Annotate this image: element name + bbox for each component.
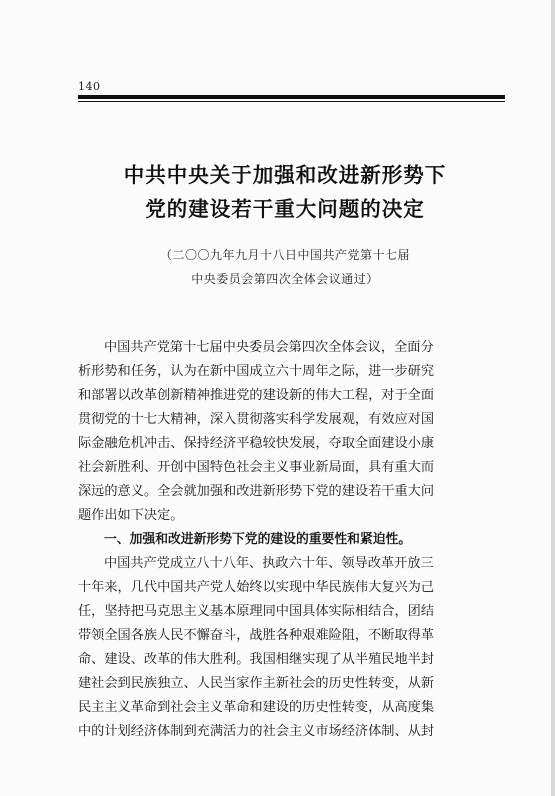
intro-line: 贯彻党的十七大精神，深入贯彻落实科学发展观，有效应对国	[78, 412, 435, 427]
subtitle-line-2: 中央委员会第四次全体会议通过）	[191, 272, 379, 286]
section-heading: 一、加强和改进新形势下党的建设的重要性和紧迫性。	[104, 532, 412, 547]
intro-line: 和部署以改革创新精神推进党的建设新的伟大工程，对于全面	[78, 388, 435, 403]
section-line: 任，坚持把马克思主义基本原理同中国具体实际相结合，团结	[78, 604, 435, 619]
subtitle-line-1: （二〇〇九年九月十八日中国共产党第十七届	[159, 248, 410, 262]
intro-line: 析形势和任务，认为在新中国成立六十周年之际，进一步研究	[78, 364, 435, 379]
document-title	[60, 158, 510, 226]
body-text	[78, 336, 505, 744]
intro-line: 社会新胜利、开创中国特色社会主义事业新局面，具有重大而	[78, 460, 435, 475]
section-line: 民主主义革命到社会主义革命和建设的历史性转变，从高度集	[78, 700, 435, 715]
intro-line: 题作出如下决定。	[78, 508, 184, 523]
section-line: 中的计划经济体制到充满活力的社会主义市场经济体制、从封	[78, 724, 435, 739]
title-line-1: 中共中央关于加强和改进新形势下	[123, 163, 447, 187]
title-line-2: 党的建设若干重大问题的决定	[145, 197, 425, 221]
intro-line: 深远的意义。全会就加强和改进新形势下党的建设若干重大问	[78, 484, 435, 499]
section-line: 中国共产党成立八十八年、执政六十年、领导改革开放三	[104, 556, 434, 571]
section-line: 命、建设、改革的伟大胜利。我国相继实现了从半殖民地半封	[78, 652, 435, 667]
header-rule-thin	[78, 101, 505, 102]
header-rule-thick	[78, 95, 505, 99]
intro-line: 际金融危机冲击、保持经济平稳较快发展，夺取全面建设小康	[78, 436, 435, 451]
section-line: 建社会到民族独立、人民当家作主新社会的历史性转变，从新	[78, 676, 435, 691]
intro-line: 中国共产党第十七届中央委员会第四次全体会议，全面分	[104, 340, 434, 355]
page-edge	[551, 0, 555, 796]
document-subtitle	[60, 243, 510, 291]
section-line: 带领全国各族人民不懈奋斗，战胜各种艰难险阻，不断取得革	[78, 628, 435, 643]
section-line: 十年来，几代中国共产党人始终以实现中华民族伟大复兴为己	[78, 580, 435, 595]
page-number: 140	[78, 80, 101, 93]
